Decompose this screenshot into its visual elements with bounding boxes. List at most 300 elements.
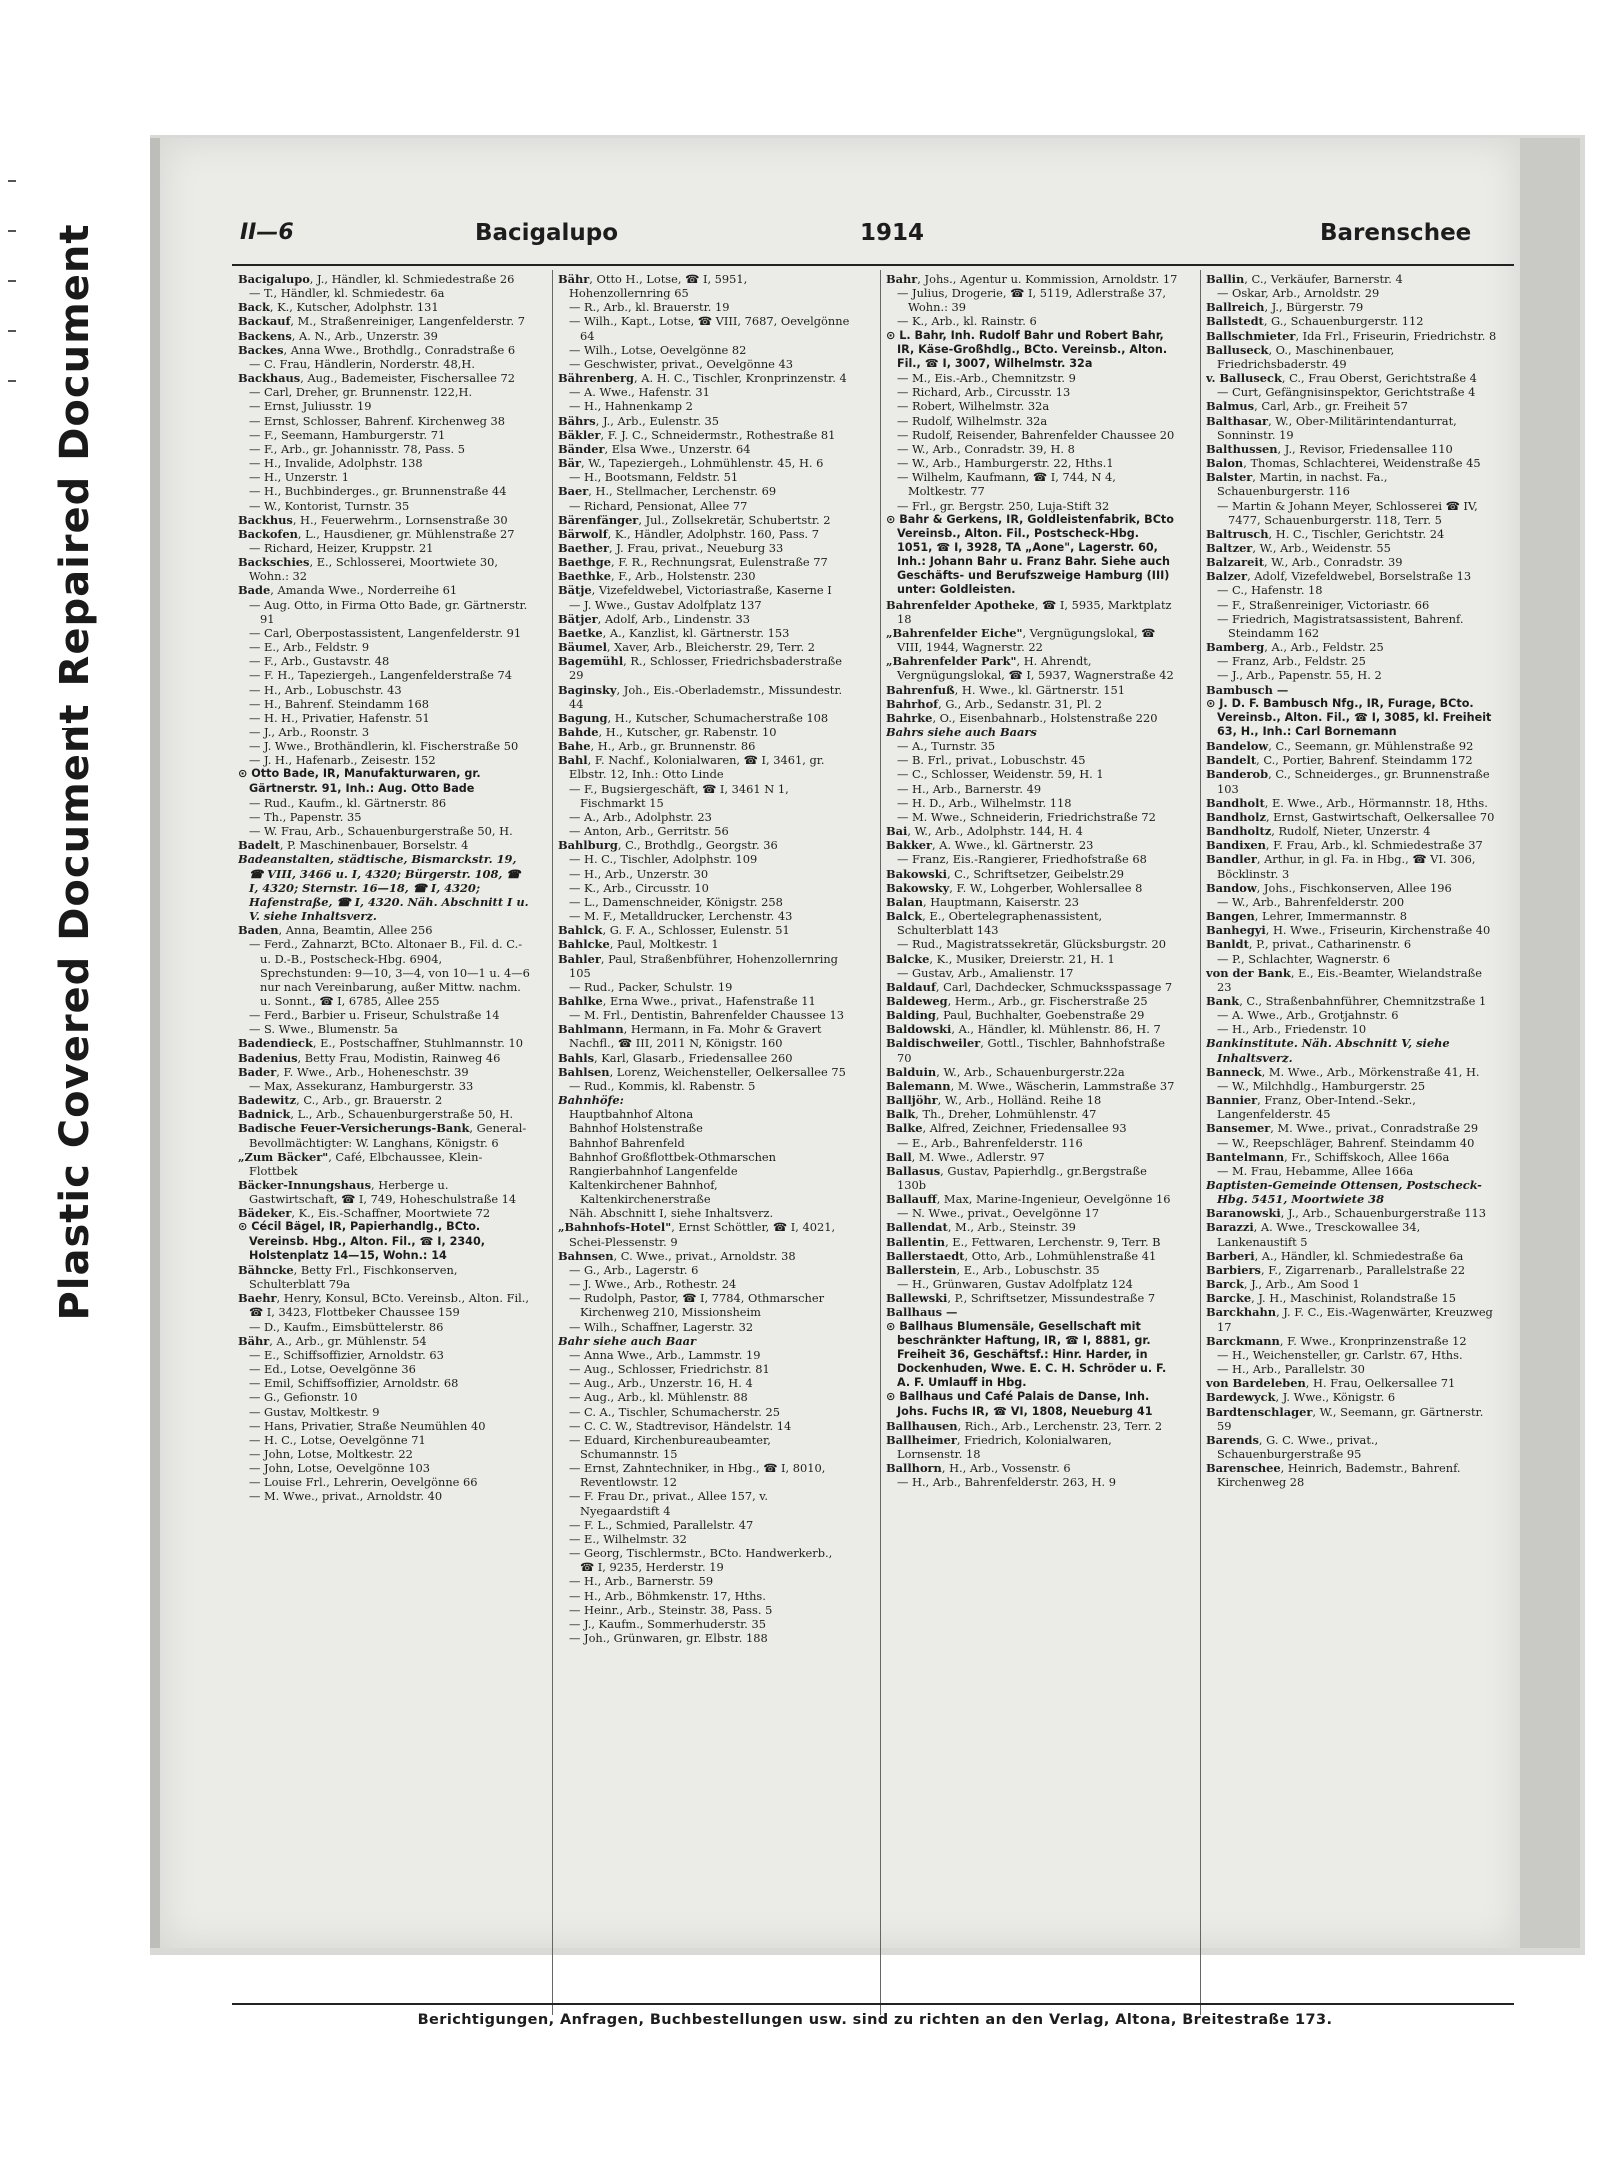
- directory-entry: — Rudolf, Reisender, Bahrenfelder Chaussee 20: [897, 427, 1175, 442]
- directory-entry: Ballstedt, G., Schauenburgerstr. 112: [1206, 314, 1424, 329]
- edge-tick: [8, 230, 16, 232]
- directory-entry: — C. C. W., Stadtrevisor, Händelstr. 14: [569, 1418, 792, 1433]
- directory-entry: „Bahnhofs-Hotel", Ernst Schöttler, ☎ I, 4021, Schei-Plessenstr. 9: [558, 1220, 836, 1249]
- directory-entry: — H. C., Tischler, Adolphstr. 109: [569, 852, 758, 867]
- column-separator: [1200, 270, 1201, 2015]
- directory-entry: Bährs, J., Arb., Eulenstr. 35: [558, 413, 720, 428]
- directory-entry: Kaltenkirchener Bahnhof, Kaltenkirchenerstraße: [569, 1178, 718, 1207]
- directory-entry: — Rud., Kommis, kl. Rabenstr. 5: [569, 1078, 756, 1093]
- directory-entry: Baehr, Henry, Konsul, BCto. Vereinsb., Alton. Fil., ☎ I, 3423, Flottbeker Chaussee 159: [238, 1291, 530, 1320]
- directory-entry: — H., Arb., Böhmkenstr. 17, Hths.: [569, 1588, 766, 1603]
- directory-entry: Bankinstitute. Näh. Abschnitt V, siehe Inhaltsverz.: [1206, 1036, 1450, 1065]
- directory-entry: — R., Arb., kl. Brauerstr. 19: [569, 300, 730, 315]
- directory-entry: Balcke, K., Musiker, Dreierstr. 21, H. 1: [886, 951, 1115, 966]
- edge-tick: [8, 330, 16, 332]
- directory-entry: ⊙ Ballhaus Blumensäle, Gesellschaft mit beschränkter Haftung, IR, ☎ I, 8881, gr. Freiheit 36, Geschäftsf.: Hinr. Harder, in Dockenhuden, Wwe. E. C. H. Schröder u. F. A. F. Umlauff in Hbg.: [886, 1319, 1167, 1390]
- directory-entry: — M. F., Metalldrucker, Lerchenstr. 43: [569, 909, 793, 924]
- directory-entry: Bacigalupo, J., Händler, kl. Schmiedestraße 26: [238, 272, 515, 286]
- directory-entry: — B. Frl., privat., Lobuschstr. 45: [897, 753, 1086, 768]
- directory-entry: Bandixen, F. Frau, Arb., kl. Schmiedestraße 37: [1206, 838, 1483, 853]
- directory-entry: Bätje, Vizefeldwebel, Victoriastraße, Kaserne I: [558, 583, 832, 598]
- directory-entry: Badelt, P. Maschinenbauer, Borselstr. 4: [238, 838, 469, 853]
- directory-entry: Bahrke, O., Eisenbahnarb., Holstenstraße 220: [886, 710, 1158, 725]
- directory-entry: — Hans, Privatier, Straße Neumühlen 40: [249, 1418, 486, 1433]
- directory-entry: ⊙ Cécil Bägel, IR, Papierhandlg., BCto. Vereinsb. Hbg., Alton. Fil., ☎ I, 2340, Holstenplatz 14—15, Wohn.: 14: [238, 1220, 485, 1262]
- directory-entry: Balzer, Adolf, Vizefeldwebel, Borselstraße 13: [1206, 569, 1472, 584]
- directory-entry: Balluseck, O., Maschinenbauer, Friedrichsbaderstr. 49: [1206, 342, 1395, 371]
- directory-entry: — W., Kontorist, Turnstr. 35: [249, 498, 410, 513]
- directory-entry: Balk, Th., Dreher, Lohmühlenstr. 47: [886, 1107, 1097, 1122]
- directory-entry: Ballendat, M., Arb., Steinstr. 39: [886, 1220, 1076, 1235]
- directory-entry: — Gustav, Moltkestr. 9: [249, 1404, 380, 1419]
- directory-entry: — W., Arb., Bahrenfelderstr. 200: [1217, 894, 1405, 909]
- directory-entry: — J. H., Hafenarb., Zeisestr. 152: [249, 753, 436, 768]
- directory-entry: — Aug., Arb., Unzerstr. 16, H. 4: [569, 1376, 753, 1391]
- directory-entry: Bangen, Lehrer, Immermannstr. 8: [1206, 909, 1407, 924]
- directory-entry: ⊙ J. D. F. Bambusch Nfg., IR, Furage, BCto. Vereinsb., Alton. Fil., ☎ I, 3085, kl. Freiheit 63, H., Inh.: Carl Bornemann: [1206, 696, 1492, 738]
- directory-entry: Bädeker, K., Eis.-Schaffner, Moortwiete 72: [238, 1206, 491, 1221]
- directory-entry: Balemann, M. Wwe., Wäscherin, Lammstraße 37: [886, 1078, 1175, 1093]
- directory-entry: Backauf, M., Straßenreiniger, Langenfelderstr. 7: [238, 314, 525, 329]
- directory-entry: Hauptbahnhof Altona: [569, 1107, 694, 1122]
- directory-entry: Baethge, F. R., Rechnungsrat, Eulenstraße 77: [558, 555, 828, 570]
- edge-tick: [8, 180, 16, 182]
- directory-entry: — John, Lotse, Moltkestr. 22: [249, 1446, 413, 1461]
- directory-entry: — K., Arb., kl. Rainstr. 6: [897, 314, 1037, 329]
- directory-entry: — H. H., Privatier, Hafenstr. 51: [249, 710, 430, 725]
- directory-entry: Ballheimer, Friedrich, Kolonialwaren, Lornsenstr. 18: [886, 1432, 1112, 1461]
- directory-entry: — Wilh., Kapt., Lotse, ☎ VIII, 7687, Oevelgönne 64: [569, 314, 850, 343]
- directory-entry: Badnick, L., Arb., Schauenburgerstraße 50, H.: [238, 1107, 514, 1122]
- directory-entry: Balster, Martin, in nachst. Fa., Schauenburgerstr. 116: [1206, 470, 1388, 499]
- directory-entry: — Frl., gr. Bergstr. 250, Luja-Stift 32: [897, 498, 1110, 513]
- directory-entry: — H., Weichensteller, gr. Carlstr. 67, Hths.: [1217, 1347, 1463, 1362]
- directory-entry: Bähr, A., Arb., gr. Mühlenstr. 54: [238, 1333, 427, 1348]
- directory-entry: Backschies, E., Schlosserei, Moortwiete 30, Wohn.: 32: [238, 555, 498, 584]
- directory-entry: Bannier, Franz, Ober-Intend.-Sekr., Langenfelderstr. 45: [1206, 1093, 1416, 1122]
- directory-entry: Bär, W., Tapeziergeh., Lohmühlenstr. 45, H. 6: [558, 456, 824, 471]
- directory-entry: Ballreich, J., Bürgerstr. 79: [1206, 300, 1364, 315]
- directory-entry: Balzareit, W., Arb., Conradstr. 39: [1206, 555, 1403, 570]
- directory-entry: Bätjer, Adolf, Arb., Lindenstr. 33: [558, 611, 751, 626]
- directory-entry: — Rud., Magistratssekretär, Glücksburgstr. 20: [897, 937, 1166, 952]
- directory-entry: Badendieck, E., Postschaffner, Stuhlmannstr. 10: [238, 1036, 524, 1051]
- directory-entry: Barckmann, F. Wwe., Kronprinzenstraße 12: [1206, 1333, 1467, 1348]
- directory-entry: — J. Wwe., Arb., Rothestr. 24: [569, 1277, 737, 1292]
- directory-entry: — C. Frau, Händlerin, Norderstr. 48,H.: [249, 356, 475, 371]
- directory-entry: — Anton, Arb., Gerritstr. 56: [569, 824, 729, 839]
- directory-entry: — Max, Assekuranz, Hamburgerstr. 33: [249, 1078, 474, 1093]
- directory-entry: Bandholz, Ernst, Gastwirtschaft, Oelkersallee 70: [1206, 809, 1495, 824]
- directory-entry: Bahls, Karl, Glasarb., Friedensallee 260: [558, 1050, 793, 1065]
- directory-entry: Barberi, A., Händler, kl. Schmiedestraße 6a: [1206, 1248, 1464, 1263]
- directory-entry: Näh. Abschnitt I, siehe Inhaltsverz.: [569, 1206, 774, 1221]
- directory-entry: — F. Frau Dr., privat., Allee 157, v. Nyegaardstift 4: [569, 1489, 769, 1518]
- directory-entry: — Gustav, Arb., Amalienstr. 17: [897, 965, 1074, 980]
- directory-entry: Bahlcke, Paul, Moltkestr. 1: [558, 937, 719, 952]
- directory-entry: Bahrs siehe auch Baars: [886, 725, 1037, 739]
- directory-entry: Bänder, Elsa Wwe., Unzerstr. 64: [558, 441, 751, 456]
- directory-entry: „Zum Bäcker", Café, Elbchaussee, Klein-Flottbek: [238, 1149, 483, 1178]
- directory-entry: — H., Grünwaren, Gustav Adolfplatz 124: [897, 1277, 1133, 1292]
- directory-entry: — H. D., Arb., Wilhelmstr. 118: [897, 795, 1072, 810]
- directory-entry: — H., Arb., Friedenstr. 10: [1217, 1022, 1367, 1037]
- directory-entry: — Curt, Gefängnisinspektor, Gerichtstraße 4: [1217, 385, 1476, 400]
- directory-entry: — Robert, Wilhelmstr. 32a: [897, 399, 1050, 414]
- directory-entry: Rangierbahnhof Langenfelde: [569, 1163, 738, 1178]
- directory-entry: Bandow, Johs., Fischkonserven, Allee 196: [1206, 880, 1452, 895]
- directory-entry: — F., Arb., Gustavstr. 48: [249, 654, 390, 669]
- directory-entry: — Louise Frl., Lehrerin, Oevelgönne 66: [249, 1475, 478, 1490]
- directory-entry: Bardewyck, J. Wwe., Königstr. 6: [1206, 1390, 1396, 1405]
- directory-entry: — H., Buchbinderges., gr. Brunnenstraße 44: [249, 484, 507, 499]
- directory-entry: Baldowski, A., Händler, kl. Mühlenstr. 86, H. 7: [886, 1022, 1161, 1037]
- directory-entry: Bahnhof Großflottbek-Othmarschen: [569, 1149, 776, 1164]
- directory-entry: Baltrusch, H. C., Tischler, Gerichtstr. 24: [1206, 526, 1445, 541]
- directory-entry: Balduin, W., Arb., Schauenburgerstr.22a: [886, 1064, 1125, 1079]
- directory-entry: Barcke, J. H., Maschinist, Rolandstraße 15: [1206, 1291, 1456, 1306]
- directory-entry: Backofen, L., Hausdiener, gr. Mühlenstraße 27: [238, 526, 515, 541]
- directory-entry: — J., Kaufm., Sommerhuderstr. 35: [569, 1616, 767, 1631]
- directory-entry: — H., Arb., Unzerstr. 30: [569, 866, 709, 881]
- directory-entry: — C., Hafenstr. 18: [1217, 583, 1323, 598]
- directory-entry: Ballauff, Max, Marine-Ingenieur, Oevelgönne 16: [886, 1192, 1171, 1207]
- directory-entry: — Ernst, Juliusstr. 19: [249, 399, 372, 414]
- directory-entry: Barends, G. C. Wwe., privat., Schauenburgerstraße 95: [1206, 1432, 1379, 1461]
- directory-entry: — H., Arb., Parallelstr. 30: [1217, 1362, 1365, 1377]
- directory-entry: — H., Bahrenf. Steindamm 168: [249, 696, 430, 711]
- directory-entry: — J., Arb., Roonstr. 3: [249, 725, 370, 739]
- directory-entry: Baetke, A., Kanzlist, kl. Gärtnerstr. 153: [558, 625, 790, 640]
- directory-entry: Ballhorn, H., Arb., Vossenstr. 6: [886, 1461, 1071, 1476]
- directory-entry: Banderob, C., Schneiderges., gr. Brunnenstraße 103: [1206, 767, 1490, 796]
- directory-entry: Back, K., Kutscher, Adolphstr. 131: [238, 300, 439, 315]
- directory-entry: — C. A., Tischler, Schumacherstr. 25: [569, 1404, 780, 1419]
- publisher-footer: Berichtigungen, Anfragen, Buchbestellungen usw. sind zu richten an den Verlag, Altona, Breitestraße 173.: [417, 2012, 1333, 2028]
- directory-entry: Bahr, Johs., Agentur u. Kommission, Arnoldstr. 17: [886, 272, 1178, 286]
- directory-entry: Bandholtz, Rudolf, Nieter, Unzerstr. 4: [1206, 824, 1431, 839]
- directory-entry: — Joh., Grünwaren, gr. Elbstr. 188: [569, 1631, 768, 1645]
- directory-entry: — Ernst, Zahntechniker, in Hbg., ☎ I, 8010, Reventlowstr. 12: [569, 1461, 826, 1490]
- directory-entry: Bakker, A. Wwe., kl. Gärtnerstr. 23: [886, 838, 1094, 853]
- directory-entry: — F., Straßenreiniger, Victoriastr. 66: [1217, 597, 1430, 612]
- directory-entry: Ballhausen, Rich., Arb., Lerchenstr. 23, Terr. 2: [886, 1418, 1163, 1433]
- directory-entry: Backhaus, Aug., Bademeister, Fischersallee 72: [238, 371, 515, 386]
- directory-entry: Balljöhr, W., Arb., Holländ. Reihe 18: [886, 1093, 1102, 1108]
- directory-entry: Baltzer, W., Arb., Weidenstr. 55: [1206, 540, 1391, 555]
- directory-entry: — A., Arb., Adolphstr. 23: [569, 809, 712, 824]
- directory-entry: — E., Arb., Feldstr. 9: [249, 640, 370, 655]
- directory-entry: — Franz, Arb., Feldstr. 25: [1217, 654, 1366, 669]
- directory-entry: — Rud., Kaufm., kl. Gärtnerstr. 86: [249, 795, 447, 810]
- directory-entry: Bahnhöfe:: [558, 1093, 624, 1108]
- directory-entry: — Eduard, Kirchenbureaubeamter, Schumannstr. 15: [569, 1432, 771, 1461]
- directory-entry: Bandler, Arthur, in gl. Fa. in Hbg., ☎ VI. 306, Böcklinstr. 3: [1206, 852, 1476, 881]
- directory-entry: Bahlburg, C., Brothdlg., Georgstr. 36: [558, 838, 778, 853]
- footer-rule: [232, 2003, 1514, 2005]
- directory-entry: — C., Schlosser, Weidenstr. 59, H. 1: [897, 767, 1104, 782]
- page-header: [240, 220, 1520, 260]
- directory-entry: Barck, J., Arb., Am Sood 1: [1206, 1277, 1360, 1292]
- directory-entry: — Martin & Johann Meyer, Schlosserei ☎ IV, 7477, Schauenburgerstr. 118, Terr. 5: [1217, 498, 1478, 527]
- directory-entry: — A. Wwe., Hafenstr. 31: [569, 385, 710, 400]
- directory-entry: „Bahrenfelder Park", H. Ahrendt, Vergnügungslokal, ☎ I, 5937, Wagnerstraße 42: [886, 654, 1174, 683]
- directory-entry: — Ferd., Barbier u. Friseur, Schulstraße 14: [249, 1008, 500, 1023]
- directory-entry: Ballhaus —: [886, 1305, 958, 1320]
- directory-entry: Baethke, F., Arb., Holstenstr. 230: [558, 569, 756, 584]
- directory-entry: — M., Eis.-Arb., Chemnitzstr. 9: [897, 371, 1076, 386]
- directory-entry: — Ernst, Schlosser, Bahrenf. Kirchenweg 38: [249, 413, 506, 428]
- directory-entry: Bansemer, M. Wwe., privat., Conradstraße 29: [1206, 1121, 1479, 1136]
- directory-entry: — L., Damenschneider, Königstr. 258: [569, 894, 783, 909]
- directory-entry: — Rud., Packer, Schulstr. 19: [569, 979, 733, 994]
- directory-entry: Bäumel, Xaver, Arb., Bleicherstr. 29, Terr. 2: [558, 640, 815, 655]
- directory-entry: Ballerstein, E., Arb., Lobuschstr. 35: [886, 1262, 1100, 1277]
- directory-entry: Backes, Anna Wwe., Brothdlg., Conradstraße 6: [238, 342, 516, 357]
- directory-entry: — M. Frau, Hebamme, Allee 166a: [1217, 1163, 1414, 1178]
- directory-entry: Bahlsen, Lorenz, Weichensteller, Oelkersallee 75: [558, 1064, 846, 1079]
- directory-entry: — H., Arb., Barnerstr. 59: [569, 1574, 714, 1589]
- directory-entry: Bandelt, C., Portier, Bahrenf. Steindamm 172: [1206, 753, 1473, 768]
- directory-entry: von der Bank, E., Eis.-Beamter, Wielandstraße 23: [1206, 965, 1482, 994]
- directory-entry: Bähncke, Betty Frl., Fischkonserven, Schulterblatt 79a: [238, 1262, 458, 1292]
- directory-entry: Bahlke, Erna Wwe., privat., Hafenstraße 11: [558, 993, 816, 1008]
- directory-entry: Balthussen, J., Revisor, Friedensallee 110: [1206, 441, 1453, 456]
- directory-entry: ⊙ Bahr & Gerkens, IR, Goldleistenfabrik, BCto Vereinsb., Alton. Fil., Postscheck-Hbg. 1051, ☎ I, 3928, TA „Aone", Lagerstr. 60, Inh.: Johann Bahr u. Franz Bahr. Siehe auch Geschäfts- und Berufszweige Hamburg (III) unter: Goldleisten.: [886, 512, 1174, 597]
- directory-entry: Baether, J. Frau, privat., Neueburg 33: [558, 540, 784, 555]
- directory-entry: — W., Reepschläger, Bahrenf. Steindamm 40: [1217, 1135, 1475, 1150]
- directory-entry: Bade, Amanda Wwe., Norderreihe 61: [238, 583, 458, 598]
- directory-entry: — H., Arb., Lobuschstr. 43: [249, 682, 402, 697]
- directory-entry: — H., Arb., Bahrenfelderstr. 263, H. 9: [897, 1475, 1116, 1490]
- directory-entry: — E., Wilhelmstr. 32: [569, 1531, 687, 1546]
- directory-entry: — Richard, Heizer, Kruppstr. 21: [249, 540, 434, 555]
- directory-entry: — F., Bugsiergeschäft, ☎ I, 3461 N 1, Fischmarkt 15: [569, 781, 789, 810]
- directory-entry: Ball, M. Wwe., Adlerstr. 97: [886, 1149, 1045, 1164]
- directory-entry: — H., Arb., Barnerstr. 49: [897, 781, 1042, 796]
- directory-entry: Bärwolf, K., Händler, Adolphstr. 160, Pass. 7: [558, 526, 820, 541]
- header-rule: [232, 264, 1514, 266]
- header-first-name: Bacigalupo: [475, 220, 619, 246]
- directory-entry: — E., Schiffsoffizier, Arnoldstr. 63: [249, 1347, 444, 1362]
- directory-entry: Banneck, M. Wwe., Arb., Mörkenstraße 41, H.: [1206, 1064, 1480, 1079]
- side-label-plastic: Plastic Covered Document: [52, 703, 98, 1321]
- directory-entry: — Richard, Arb., Circusstr. 13: [897, 385, 1071, 400]
- directory-entry: — F. H., Tapeziergeh., Langenfelderstraße 74: [249, 668, 513, 683]
- side-tab-strip: [0, 0, 150, 2177]
- directory-entry: v. Balluseck, C., Frau Oberst, Gerichtstraße 4: [1206, 371, 1477, 386]
- directory-entry: — G., Arb., Lagerstr. 6: [569, 1262, 699, 1277]
- directory-entry: Bahnhof Bahrenfeld: [569, 1135, 685, 1150]
- directory-entry: Bahr siehe auch Baar: [558, 1333, 696, 1348]
- directory-entry: — Franz, Eis.-Rangierer, Friedhofstraße 68: [897, 852, 1147, 867]
- directory-entry: — S. Wwe., Blumenstr. 5a: [249, 1022, 398, 1037]
- directory-entry: — D., Kaufm., Eimsbüttelerstr. 86: [249, 1319, 444, 1334]
- directory-entry: Bagung, H., Kutscher, Schumacherstraße 108: [558, 710, 829, 725]
- directory-entry: — Julius, Drogerie, ☎ I, 5119, Adlerstraße 37, Wohn.: 39: [897, 286, 1167, 315]
- directory-entry: Bäkler, F. J. C., Schneidermstr., Rothestraße 81: [558, 427, 836, 442]
- directory-entry: Baranowski, J., Arb., Schauenburgerstraße 113: [1206, 1206, 1486, 1221]
- directory-entry: Barbiers, F., Zigarrenarb., Parallelstraße 22: [1206, 1262, 1466, 1277]
- directory-entry: Bahrenfuß, H. Wwe., kl. Gärtnerstr. 151: [886, 682, 1125, 697]
- directory-column-2: [558, 272, 850, 2017]
- directory-entry: Bahe, H., Arb., gr. Brunnenstr. 86: [558, 739, 756, 754]
- directory-entry: — T., Händler, kl. Schmiedestr. 6a: [249, 286, 445, 301]
- directory-entry: Bahrenfelder Apotheke, ☎ I, 5935, Marktplatz 18: [886, 597, 1172, 626]
- directory-entry: — M. Frl., Dentistin, Bahrenfelder Chaussee 13: [569, 1008, 845, 1023]
- directory-entry: — P., Schlachter, Wagnerstr. 6: [1217, 951, 1391, 966]
- directory-entry: — M. Wwe., Schneiderin, Friedrichstraße 72: [897, 809, 1156, 824]
- directory-entry: Bäcker-Innungshaus, Herberge u. Gastwirtschaft, ☎ I, 749, Hoheschulstraße 14: [238, 1178, 517, 1207]
- directory-entry: Bantelmann, Fr., Schiffskoch, Allee 166a: [1206, 1149, 1450, 1164]
- directory-entry: Bandholt, E. Wwe., Arb., Hörmannstr. 18, Hths.: [1206, 795, 1488, 810]
- directory-entry: — Geschwister, privat., Oevelgönne 43: [569, 356, 794, 371]
- directory-entry: — H., Bootsmann, Feldstr. 51: [569, 470, 739, 485]
- directory-entry: Ballentin, E., Fettwaren, Lerchenstr. 9, Terr. B: [886, 1234, 1161, 1249]
- directory-column-1: [238, 272, 530, 2017]
- directory-entry: Baldeweg, Herm., Arb., gr. Fischerstraße 25: [886, 993, 1148, 1008]
- directory-entry: Ballerstaedt, Otto, Arb., Lohmühlenstraße 41: [886, 1248, 1157, 1263]
- directory-entry: Bamberg, A., Arb., Feldstr. 25: [1206, 640, 1384, 655]
- directory-entry: ⊙ Ballhaus und Café Palais de Danse, Inh. Johs. Fuchs IR, ☎ VI, 1808, Neueburg 41: [886, 1390, 1153, 1418]
- directory-entry: Ballschmieter, Ida Frl., Friseurin, Friedrichstr. 8: [1206, 328, 1497, 343]
- directory-entry: Bähr, Otto H., Lotse, ☎ I, 5951, Hohenzollernring 65: [558, 272, 748, 301]
- directory-entry: Badeanstalten, städtische, Bismarckstr. 19, ☎ VIII, 3466 u. I, 4320; Bürgerstr. 108, ☎ I, 4320; Sternstr. 16—18, ☎ I, 4320; Hafenstraße, ☎ I, 4320. Näh. Abschnitt I u. V. siehe Inhaltsverz.: [238, 852, 529, 924]
- directory-entry: — Aug., Schlosser, Friedrichstr. 81: [569, 1362, 770, 1377]
- directory-entry: Baginsky, Joh., Eis.-Oberlademstr., Missundestr. 44: [558, 682, 843, 711]
- directory-entry: Baer, H., Stellmacher, Lerchenstr. 69: [558, 484, 777, 499]
- directory-entry: — Rudolph, Pastor, ☎ I, 7784, Othmarscher Kirchenweg 210, Missionsheim: [569, 1291, 825, 1320]
- directory-entry: — F., Seemann, Hamburgerstr. 71: [249, 427, 446, 442]
- side-label-repaired: Repaired Document: [52, 223, 98, 687]
- directory-entry: — H., Hahnenkamp 2: [569, 399, 693, 414]
- directory-entry: — Heinr., Arb., Steinstr. 38, Pass. 5: [569, 1602, 773, 1617]
- directory-entry: Balthasar, W., Ober-Militärintendanturrat, Sonninstr. 19: [1206, 413, 1457, 442]
- directory-entry: Barenschee, Heinrich, Bademstr., Bahrenf. Kirchenweg 28: [1206, 1461, 1461, 1490]
- directory-entry: — H., Invalide, Adolphstr. 138: [249, 456, 423, 471]
- directory-entry: Bahlck, G. F. A., Schlosser, Eulenstr. 51: [558, 923, 790, 938]
- directory-entry: Backhus, H., Feuerwehrm., Lornsenstraße 30: [238, 512, 508, 527]
- directory-entry: Banldt, P., privat., Catharinenstr. 6: [1206, 937, 1412, 952]
- directory-entry: — W., Arb., Hamburgerstr. 22, Hths.1: [897, 456, 1114, 471]
- directory-entry: — A. Wwe., Arb., Grotjahnstr. 6: [1217, 1008, 1399, 1023]
- directory-entry: Balmus, Carl, Arb., gr. Freiheit 57: [1206, 399, 1408, 414]
- directory-entry: ⊙ L. Bahr, Inh. Rudolf Bahr und Robert Bahr, IR, Käse-Großhdlg., BCto. Vereinsb., Alton. Fil., ☎ I, 3007, Wilhelmstr. 32a: [886, 328, 1168, 370]
- directory-entry: Bahler, Paul, Straßenbführer, Hohenzollernring 105: [558, 951, 838, 980]
- directory-entry: Balke, Alfred, Zeichner, Friedensallee 93: [886, 1121, 1127, 1136]
- directory-entry: Balck, E., Obertelegraphenassistent, Schulterblatt 143: [886, 909, 1103, 938]
- directory-entry: — Georg, Tischlermstr., BCto. Handwerkerb., ☎ I, 9235, Herderstr. 19: [569, 1546, 833, 1575]
- directory-entry: Barckhahn, J. F. C., Eis.-Wagenwärter, Kreuzweg 17: [1206, 1305, 1493, 1334]
- directory-entry: Balding, Paul, Buchhalter, Goebenstraße 29: [886, 1008, 1145, 1023]
- directory-entry: Bahlmann, Hermann, in Fa. Mohr & Gravert Nachfl., ☎ III, 2011 N, Königstr. 160: [558, 1022, 822, 1051]
- directory-entry: — Richard, Pensionat, Allee 77: [569, 498, 748, 513]
- directory-entry: — F., Arb., gr. Johannisstr. 78, Pass. 5: [249, 441, 465, 456]
- directory-entry: — Wilh., Lotse, Oevelgönne 82: [569, 342, 747, 357]
- directory-entry: Banhegyi, H. Wwe., Friseurin, Kirchenstraße 40: [1206, 923, 1491, 938]
- directory-entry: — W., Arb., Conradstr. 39, H. 8: [897, 441, 1075, 456]
- directory-entry: — G., Gefionstr. 10: [249, 1390, 358, 1405]
- directory-entry: Bambusch —: [1206, 682, 1289, 697]
- directory-entry: — Th., Papenstr. 35: [249, 809, 362, 824]
- directory-entry: Ballin, C., Verkäufer, Barnerstr. 4: [1206, 272, 1403, 286]
- page-right-margin: [1520, 138, 1580, 1948]
- directory-entry: — Ed., Lotse, Oevelgönne 36: [249, 1362, 416, 1377]
- directory-entry: ⊙ Otto Bade, IR, Manufakturwaren, gr. Gärtnerstr. 91, Inh.: Aug. Otto Bade: [238, 767, 481, 795]
- directory-entry: — Friedrich, Magistratsassistent, Bahrenf. Steindamm 162: [1217, 611, 1464, 640]
- column-separator: [880, 270, 881, 2015]
- directory-entry: — J. Wwe., Brothändlerin, kl. Fischerstraße 50: [249, 739, 519, 754]
- directory-entry: — W., Milchhdlg., Hamburgerstr. 25: [1217, 1078, 1426, 1093]
- directory-entry: — N. Wwe., privat., Oevelgönne 17: [897, 1206, 1100, 1221]
- edge-tick: [8, 380, 16, 382]
- directory-entry: — Wilh., Schaffner, Lagerstr. 32: [569, 1319, 754, 1334]
- directory-entry: Bahrhof, G., Arb., Sedanstr. 31, Pl. 2: [886, 696, 1103, 711]
- directory-entry: — Ferd., Zahnarzt, BCto. Altonaer B., Fil. d. C.- u. D.-B., Postscheck-Hbg. 6904, Sprechstunden: 9—10, 3—4, von 10—1 u. 4—6 nur nach Vereinbarung, außer Mittw. nachm. u. Sonnt., ☎ I, 6785, Allee 255: [249, 937, 530, 1008]
- directory-entry: Baptisten-Gemeinde Ottensen, Postscheck-Hbg. 5451, Moortwiete 38: [1206, 1178, 1482, 1207]
- directory-entry: Bader, F. Wwe., Arb., Hoheneschstr. 39: [238, 1064, 469, 1079]
- edge-tick: [8, 280, 16, 282]
- directory-entry: Badische Feuer-Versicherungs-Bank, General-Bevollmächtigter: W. Langhans, Königstr. 6: [238, 1121, 527, 1150]
- directory-entry: — Aug., Arb., kl. Mühlenstr. 88: [569, 1390, 748, 1405]
- directory-entry: — J. Wwe., Gustav Adolfplatz 137: [569, 597, 762, 612]
- directory-entry: Bank, C., Straßenbahnführer, Chemnitzstraße 1: [1206, 993, 1487, 1008]
- directory-entry: Bärenfänger, Jul., Zollsekretär, Schubertstr. 2: [558, 512, 831, 527]
- directory-entry: — E., Arb., Bahrenfelderstr. 116: [897, 1135, 1083, 1150]
- page-number: II—6: [240, 220, 294, 245]
- directory-entry: Bai, W., Arb., Adolphstr. 144, H. 4: [886, 824, 1083, 839]
- directory-entry: — A., Turnstr. 35: [897, 739, 996, 754]
- directory-entry: Barazzi, A. Wwe., Tresckowallee 34, Lankenaustift 5: [1206, 1220, 1421, 1249]
- directory-entry: — M. Wwe., privat., Arnoldstr. 40: [249, 1489, 443, 1504]
- directory-column-3: [886, 272, 1178, 2017]
- directory-entry: Bahde, H., Kutscher, gr. Rabenstr. 10: [558, 725, 777, 739]
- directory-entry: — Anna Wwe., Arb., Lammstr. 19: [569, 1347, 761, 1362]
- directory-entry: — Oskar, Arb., Arnoldstr. 29: [1217, 286, 1380, 301]
- directory-entry: Balon, Thomas, Schlachterei, Weidenstraße 45: [1206, 456, 1481, 471]
- directory-entry: — H., Unzerstr. 1: [249, 470, 350, 485]
- directory-entry: — Carl, Oberpostassistent, Langenfelderstr. 91: [249, 625, 522, 640]
- directory-entry: — Carl, Dreher, gr. Brunnenstr. 122,H.: [249, 385, 473, 400]
- directory-entry: — J., Arb., Papenstr. 55, H. 2: [1217, 668, 1382, 683]
- directory-entry: Bahl, F. Nachf., Kolonialwaren, ☎ I, 3461, gr. Elbstr. 12, Inh.: Otto Linde: [558, 753, 825, 782]
- directory-entry: von Bardeleben, H. Frau, Oelkersallee 71: [1206, 1376, 1456, 1391]
- directory-entry: Baldauf, Carl, Dachdecker, Schmucksspassage 7: [886, 979, 1173, 994]
- directory-entry: Baldischweiler, Gottl., Tischler, Bahnhofstraße 70: [886, 1036, 1165, 1065]
- directory-entry: — Aug. Otto, in Firma Otto Bade, gr. Gärtnerstr. 91: [249, 597, 528, 626]
- directory-entry: Backens, A. N., Arb., Unzerstr. 39: [238, 328, 438, 343]
- column-separator: [552, 270, 553, 2015]
- directory-entry: Bährenberg, A. H. C., Tischler, Kronprinzenstr. 4: [558, 371, 847, 386]
- directory-entry: Bahnsen, C. Wwe., privat., Arnoldstr. 38: [558, 1248, 796, 1263]
- directory-entry: Balan, Hauptmann, Kaiserstr. 23: [886, 894, 1080, 909]
- directory-entry: Bagemühl, R., Schlosser, Friedrichsbaderstraße 29: [558, 654, 842, 683]
- directory-entry: — F. L., Schmied, Parallelstr. 47: [569, 1517, 754, 1532]
- directory-entry: Ballewski, P., Schriftsetzer, Missundestraße 7: [886, 1291, 1156, 1306]
- directory-entry: Bandelow, C., Seemann, gr. Mühlenstraße 92: [1206, 739, 1474, 754]
- directory-entry: Badewitz, C., Arb., gr. Brauerstr. 2: [238, 1093, 443, 1108]
- directory-entry: — K., Arb., Circusstr. 10: [569, 880, 709, 895]
- directory-column-4: [1206, 272, 1498, 2017]
- header-year: 1914: [860, 220, 925, 246]
- directory-entry: — Rudolf, Wilhelmstr. 32a: [897, 413, 1048, 428]
- directory-entry: — H. C., Lotse, Oevelgönne 71: [249, 1432, 426, 1447]
- directory-entry: Bardtenschlager, W., Seemann, gr. Gärtnerstr. 59: [1206, 1404, 1484, 1433]
- directory-entry: — John, Lotse, Oevelgönne 103: [249, 1461, 430, 1476]
- directory-entry: — W. Frau, Arb., Schauenburgerstraße 50, H.: [249, 824, 513, 839]
- directory-entry: — Emil, Schiffsoffizier, Arnoldstr. 68: [249, 1376, 459, 1391]
- directory-entry: Bakowski, C., Schriftsetzer, Geibelstr.29: [886, 866, 1124, 881]
